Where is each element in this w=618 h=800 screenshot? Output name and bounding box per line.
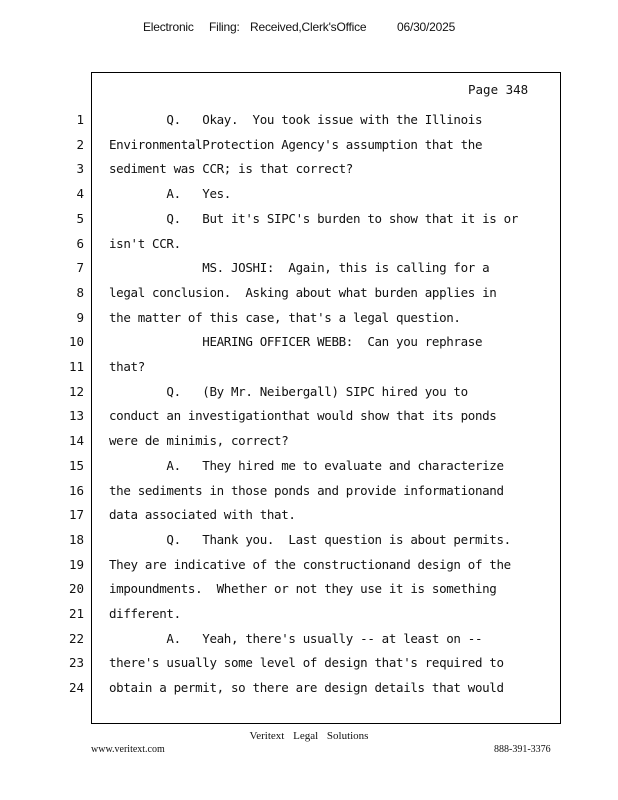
line-number: 9 (76, 309, 84, 325)
line-number: 7 (76, 260, 84, 276)
line-text: the matter of this case, that's a legal question. (109, 309, 461, 325)
line-text: the sediments in those ponds and provide informationand (109, 482, 504, 498)
line-text: A. They hired me to evaluate and characterize (109, 457, 504, 473)
line-number: 4 (76, 186, 84, 202)
line-text: Q. But it's SIPC's burden to show that it is or (109, 210, 519, 226)
line-text: Q. Okay. You took issue with the Illinois (109, 112, 483, 127)
line-number: 3 (76, 161, 84, 177)
line-number: 5 (76, 210, 84, 226)
line-text: MS. JOSHI: Again, this is calling for a (109, 260, 490, 276)
line-number: 11 (68, 359, 84, 374)
line-number: 8 (76, 284, 84, 300)
line-text: impoundments. Whether or not they use it is something (109, 581, 497, 597)
filing-header-filing: Filing: (209, 20, 240, 34)
line-text: Q. (By Mr. Neibergall) SIPC hired you to (109, 383, 468, 399)
line-text: obtain a permit, so there are design details that would (109, 680, 504, 696)
line-text: conduct an investigationthat would show that its ponds (109, 408, 497, 424)
line-number: 2 (76, 136, 84, 152)
filing-header-received: Received,Clerk'sOffice (250, 20, 367, 34)
line-number: 10 (68, 334, 84, 350)
line-text: sediment was CCR; is that correct? (109, 161, 353, 177)
line-number: 17 (68, 507, 84, 523)
footer-company: Veritext Legal Solutions (249, 730, 369, 742)
line-text: legal conclusion. Asking about what burden applies in (109, 284, 497, 300)
line-text: isn't CCR. (109, 235, 181, 251)
line-text: They are indicative of the constructionand design of the (109, 556, 511, 572)
line-text: HEARING OFFICER WEBB: Can you rephrase (109, 334, 483, 350)
line-number: 1 (76, 112, 84, 127)
filing-header-electronic: Electronic (143, 20, 194, 34)
line-number: 21 (68, 606, 84, 621)
line-number: 22 (68, 630, 84, 646)
filing-header-date: 06/30/2025 (397, 20, 456, 34)
line-number: 18 (68, 531, 84, 547)
line-text: EnvironmentalProtection Agency's assumption that the (109, 136, 483, 152)
page-number: Page 348 (468, 82, 529, 97)
line-number: 24 (68, 680, 84, 696)
line-number: 16 (68, 482, 84, 498)
line-text: data associated with that. (109, 507, 296, 523)
line-text: there's usually some level of design that's required to (109, 655, 504, 671)
line-number: 20 (68, 581, 84, 597)
line-text: Q. Thank you. Last question is about permits. (109, 531, 511, 547)
line-text: A. Yes. (109, 186, 231, 202)
footer-website: www.veritext.com (91, 744, 165, 755)
line-number: 6 (76, 235, 84, 251)
line-number: 12 (68, 383, 84, 399)
line-number: 19 (68, 556, 84, 572)
line-text: A. Yeah, there's usually -- at least on -- (109, 630, 483, 646)
line-number: 13 (68, 408, 84, 424)
line-number: 23 (68, 655, 84, 671)
line-text: different. (109, 606, 181, 621)
footer-phone: 888-391-3376 (494, 744, 551, 755)
line-text: were de minimis, correct? (109, 433, 289, 449)
line-number: 15 (68, 457, 84, 473)
line-number: 14 (68, 433, 84, 449)
line-text: that? (109, 359, 145, 374)
